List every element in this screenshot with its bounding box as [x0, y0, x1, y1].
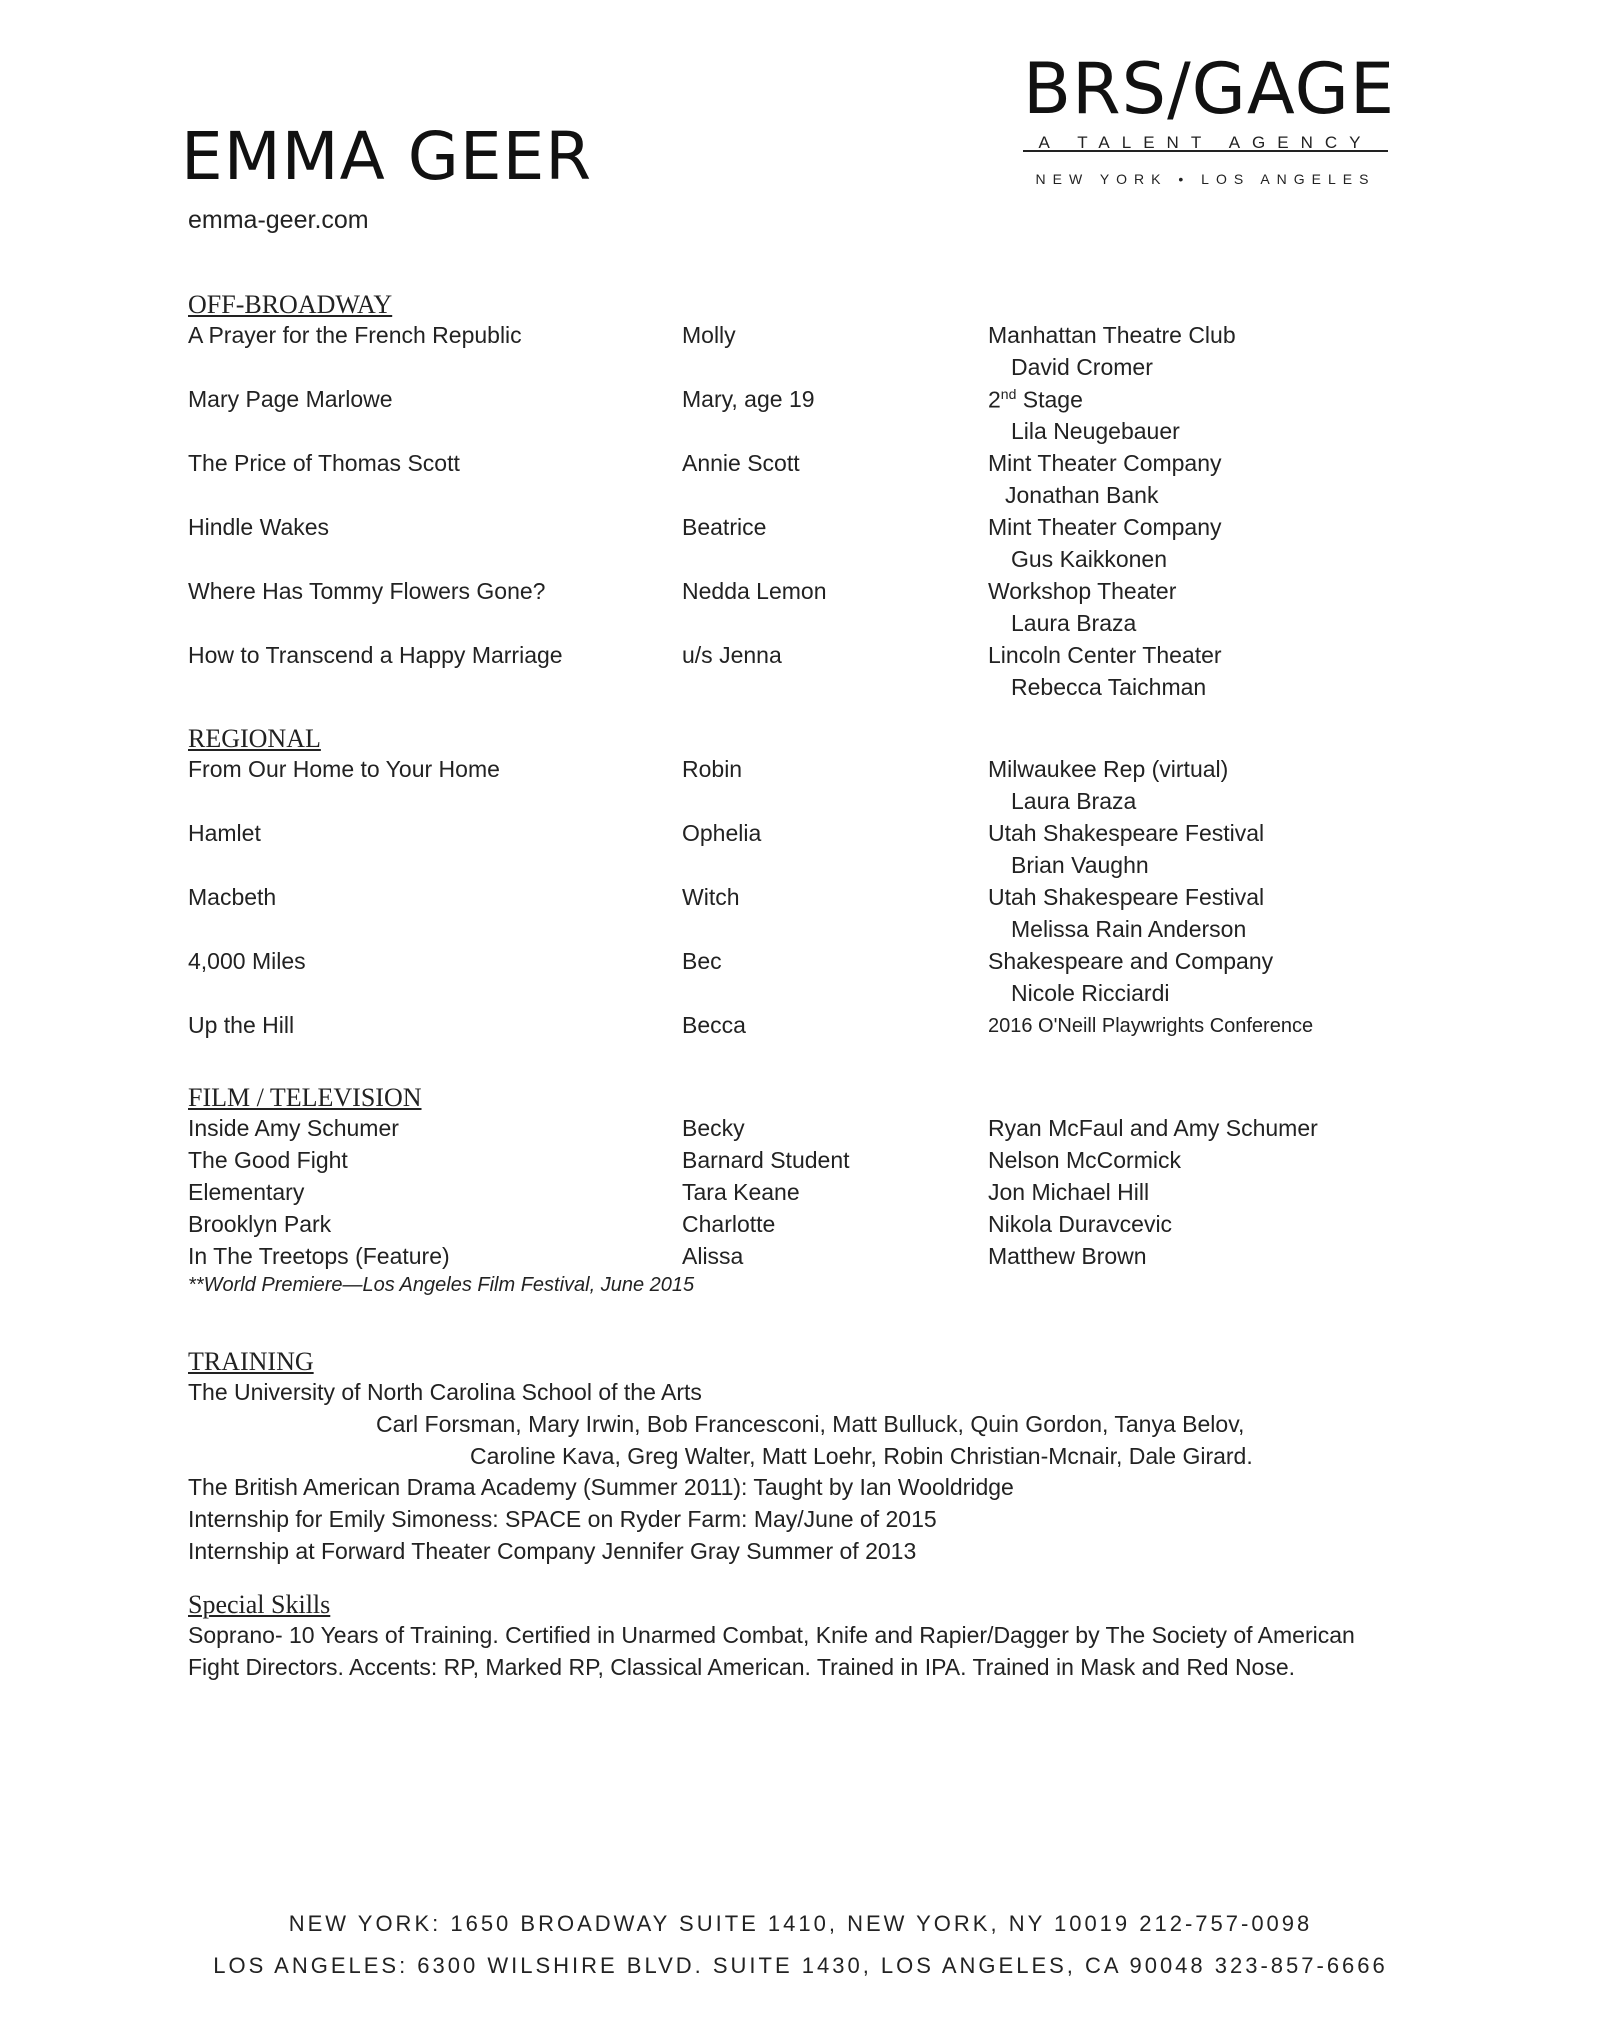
- credit-director: David Cromer: [1011, 354, 1153, 380]
- credit-venue: Manhattan Theatre Club: [988, 322, 1236, 348]
- training-line: Internship for Emily Simoness: SPACE on Ryder Farm: May/June of 2015: [188, 1506, 937, 1532]
- venue-ordinal: nd: [1000, 386, 1017, 402]
- credit-role: Barnard Student: [682, 1147, 850, 1173]
- credit-role: Witch: [682, 884, 740, 910]
- credit-title: A Prayer for the French Republic: [188, 322, 522, 348]
- credit-director: Brian Vaughn: [1011, 852, 1149, 878]
- credit-venue: Milwaukee Rep (virtual): [988, 756, 1229, 782]
- credit-title: Up the Hill: [188, 1012, 295, 1038]
- footer-address-la: LOS ANGELES: 6300 WILSHIRE BLVD. SUITE 1430, LOS ANGELES, CA 90048 323-857-6666: [213, 1953, 1388, 1978]
- section-heading-regional: REGIONAL: [188, 724, 321, 753]
- training-line: Internship at Forward Theater Company Jennifer Gray Summer of 2013: [188, 1538, 917, 1564]
- credit-director: Jon Michael Hill: [988, 1179, 1150, 1205]
- credit-title: In The Treetops (Feature): [188, 1243, 450, 1269]
- credit-role: Beatrice: [682, 514, 767, 540]
- agency-tagline: A TALENT AGENCY: [1038, 133, 1373, 152]
- credit-director: Nikola Duravcevic: [988, 1211, 1173, 1237]
- section-heading-skills: Special Skills: [188, 1590, 331, 1619]
- credit-venue: 2016 O'Neill Playwrights Conference: [988, 1015, 1314, 1037]
- credit-director: Melissa Rain Anderson: [1011, 916, 1247, 942]
- credit-role: Mary, age 19: [682, 386, 815, 412]
- credit-venue: [988, 386, 1083, 414]
- credit-director: Jonathan Bank: [1005, 482, 1159, 508]
- credit-title: Where Has Tommy Flowers Gone?: [188, 578, 546, 604]
- credit-director: Ryan McFaul and Amy Schumer: [988, 1115, 1318, 1141]
- credit-title: Mary Page Marlowe: [188, 386, 393, 412]
- agency-cities: NEW YORK • LOS ANGELES: [1035, 171, 1376, 187]
- skills-text: Fight Directors. Accents: RP, Marked RP, Classical American. Trained in IPA. Trained in Mask and Red Nose.: [188, 1654, 1296, 1680]
- credit-director: Rebecca Taichman: [1011, 674, 1207, 700]
- skills-text: Soprano- 10 Years of Training. Certified in Unarmed Combat, Knife and Rapier/Dagger by The Society of American: [188, 1622, 1355, 1648]
- footer-address-ny: NEW YORK: 1650 BROADWAY SUITE 1410, NEW YORK, NY 10019 212-757-0098: [288, 1911, 1313, 1936]
- actor-name: EMMA GEER: [181, 118, 593, 195]
- credit-venue: Utah Shakespeare Festival: [988, 884, 1265, 910]
- credit-director: Gus Kaikkonen: [1011, 546, 1167, 572]
- training-teachers: Carl Forsman, Mary Irwin, Bob Francesconi, Matt Bulluck, Quin Gordon, Tanya Belov,: [376, 1411, 1245, 1437]
- credit-role: Alissa: [682, 1243, 744, 1269]
- credit-director: Nicole Ricciardi: [1011, 980, 1170, 1006]
- credit-role: Tara Keane: [682, 1179, 800, 1205]
- credit-title: Hindle Wakes: [188, 514, 330, 540]
- credit-role: Nedda Lemon: [682, 578, 827, 604]
- credit-role: Charlotte: [682, 1211, 776, 1237]
- section-heading-off-broadway: OFF-BROADWAY: [188, 290, 393, 319]
- credit-director: Matthew Brown: [988, 1243, 1147, 1269]
- credit-venue: Shakespeare and Company: [988, 948, 1274, 974]
- credit-director: Laura Braza: [1011, 610, 1137, 636]
- credit-director: Lila Neugebauer: [1011, 418, 1180, 444]
- credit-venue: Mint Theater Company: [988, 450, 1222, 476]
- credit-director: Laura Braza: [1011, 788, 1137, 814]
- training-school: The University of North Carolina School of the Arts: [188, 1379, 702, 1405]
- credit-title: The Price of Thomas Scott: [188, 450, 460, 476]
- agency-logo: BRS/GAGE: [1023, 48, 1396, 130]
- credit-role: Molly: [682, 322, 736, 348]
- credit-venue: Lincoln Center Theater: [988, 642, 1222, 668]
- credit-title: From Our Home to Your Home: [188, 756, 500, 782]
- credit-director: Nelson McCormick: [988, 1147, 1181, 1173]
- training-line: The British American Drama Academy (Summer 2011): Taught by Ian Wooldridge: [188, 1474, 1014, 1500]
- section-heading-training: TRAINING: [188, 1347, 314, 1376]
- training-teachers: Caroline Kava, Greg Walter, Matt Loehr, Robin Christian-Mcnair, Dale Girard.: [470, 1443, 1253, 1469]
- website-link[interactable]: emma-geer.com: [188, 206, 369, 234]
- credit-role: u/s Jenna: [682, 642, 782, 668]
- film-note: **World Premiere—Los Angeles Film Festival, June 2015: [188, 1274, 695, 1296]
- credit-venue: Mint Theater Company: [988, 514, 1222, 540]
- credit-role: Ophelia: [682, 820, 762, 846]
- venue-number: 2: [988, 386, 1001, 413]
- credit-venue: Utah Shakespeare Festival: [988, 820, 1265, 846]
- credit-venue: Workshop Theater: [988, 578, 1177, 604]
- section-heading-film-tv: FILM / TELEVISION: [188, 1083, 422, 1112]
- credit-role: Becca: [682, 1012, 746, 1038]
- venue-name: Stage: [1016, 386, 1083, 413]
- credit-title: The Good Fight: [188, 1147, 348, 1173]
- credit-role: Becky: [682, 1115, 745, 1141]
- credit-title: How to Transcend a Happy Marriage: [188, 642, 563, 668]
- credit-title: Elementary: [188, 1179, 305, 1205]
- credit-title: Macbeth: [188, 884, 277, 910]
- credit-role: Robin: [682, 756, 743, 782]
- credit-role: Bec: [682, 948, 722, 974]
- credit-title: Brooklyn Park: [188, 1211, 332, 1237]
- credit-title: Hamlet: [188, 820, 261, 846]
- credit-role: Annie Scott: [682, 450, 800, 476]
- credit-title: 4,000 Miles: [188, 948, 306, 974]
- credit-title: Inside Amy Schumer: [188, 1115, 399, 1141]
